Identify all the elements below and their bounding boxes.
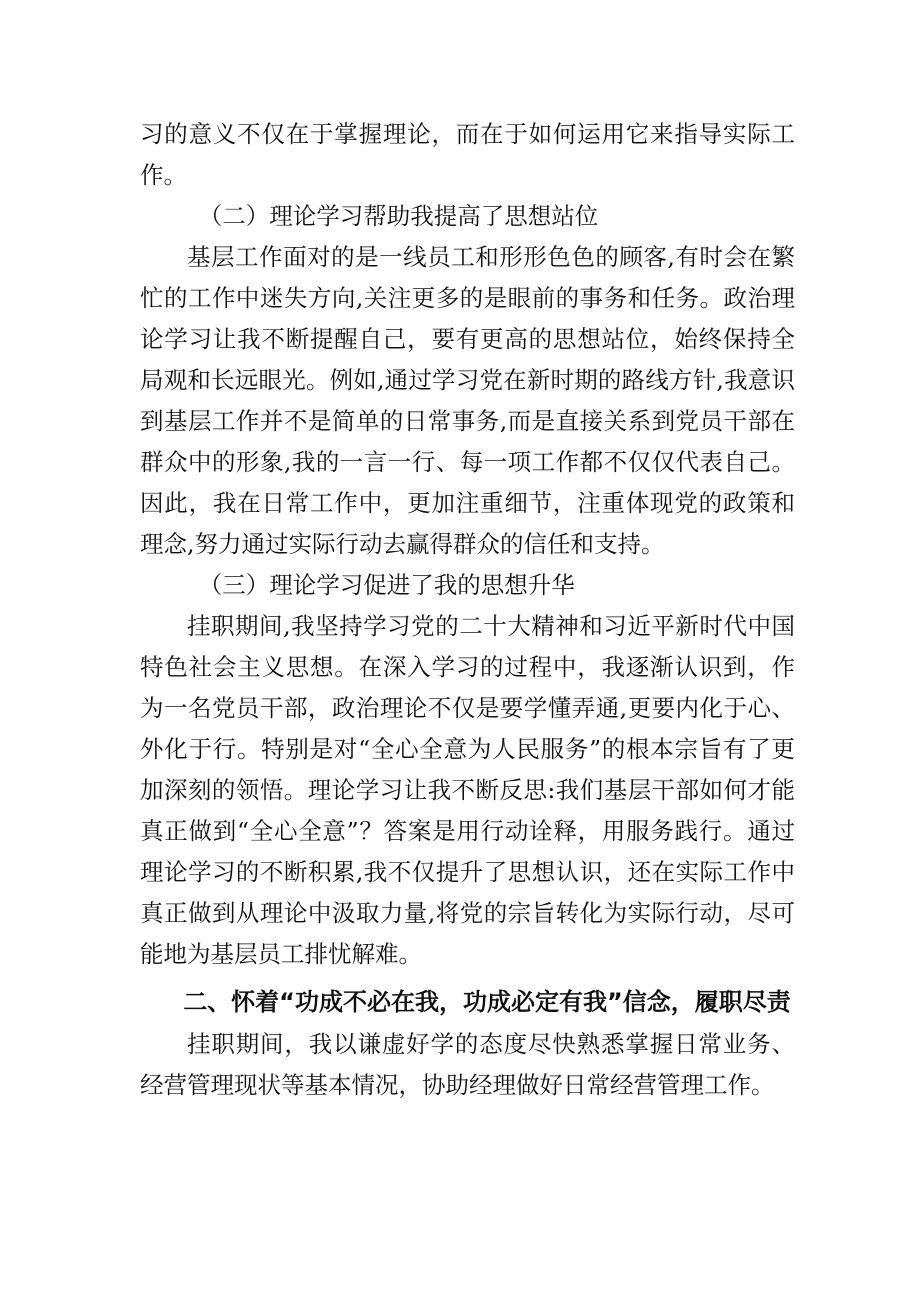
document-page (140, 114, 795, 1106)
paragraph-thought-standpoint: 基层工作面对的是一线员工和形形色色的顾客,有时会在繁忙的工作中迷失方向,关注更多的是眼前的事务和任务。政治理论学习让我不断提醒自己，要有更高的思想站位，始终保持全局观和长远眼光。例如,通过学习党在新时期的路线方针,我意识到基层工作并不是简单的日常事务,而是直接关系到党员干部在群众中的形象,我的一言一行、每一项工作都不仅仅代表自己。因此，我在日常工作中，更加注重细节，注重体现党的政策和理念,努力通过实际行动去赢得群众的信任和支持。 (140, 243, 795, 558)
paragraph-continued: 习的意义不仅在于掌握理论，而在于如何运用它来指导实际工作。 (140, 120, 795, 189)
paragraph-thought-sublimation: 挂职期间,我坚持学习党的二十大精神和习近平新时代中国特色社会主义思想。在深入学习的过程中，我逐渐认识到，作为一名党员干部，政治理论不仅是要学懂弄通,更要内化于心、外化于行。特别是对“全心全意为人民服务”的根本宗旨有了更加深刻的领悟。理论学习让我不断反思:我们基层干部如何才能真正做到“全心全意”？答案是用行动诠释，用服务践行。通过理论学习的不断积累,我不仅提升了思想认识，还在实际工作中真正做到从理论中汲取力量,将党的宗旨转化为实际行动，尽可能地为基层员工排忧解难。 (140, 612, 795, 968)
section-subheading-3: （三）理论学习促进了我的思想升华 (198, 571, 575, 599)
paragraph-duty: 挂职期间，我以谦虚好学的态度尽快熟悉掌握日常业务、经营管理现状等基本情况，协助经理做好日常经营管理工作。 (140, 1030, 795, 1099)
chapter-heading-2: 二、怀着“功成不必在我，功成必定有我”信念，履职尽责 (183, 988, 791, 1016)
section-subheading-2: （二）理论学习帮助我提高了思想站位 (198, 202, 599, 230)
